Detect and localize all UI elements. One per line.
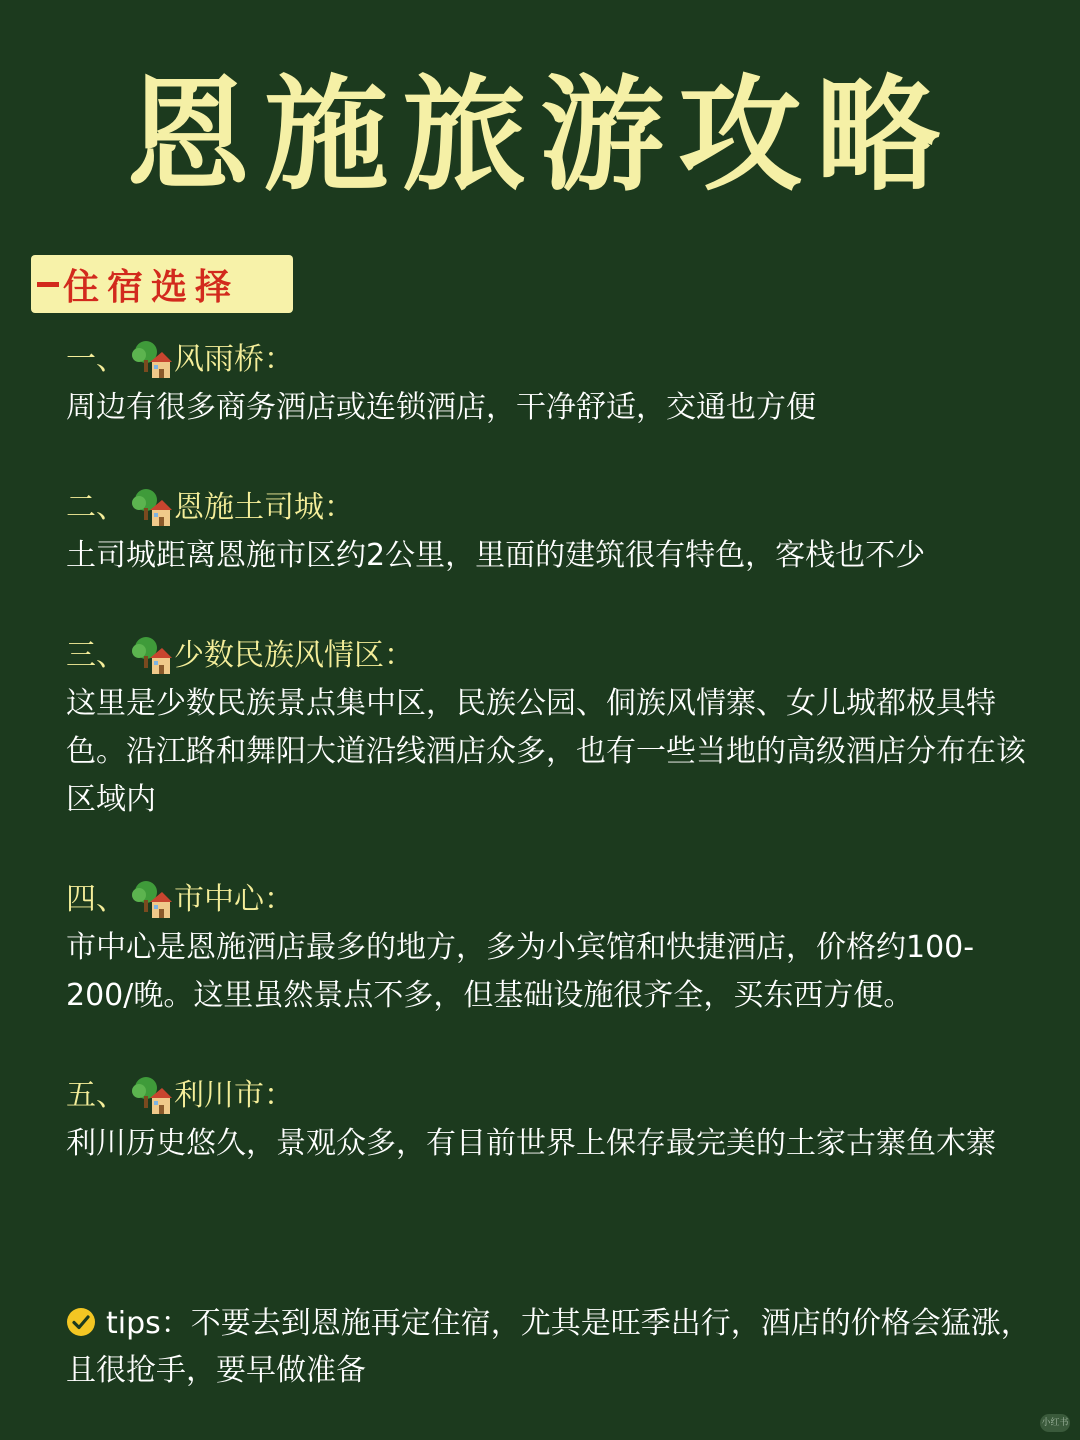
item-prefix: 三、 (66, 638, 126, 673)
list-item (66, 1072, 1036, 1168)
item-name: 风雨桥： (174, 342, 294, 377)
accommodation-list (66, 336, 1036, 1220)
check-icon (66, 1307, 96, 1337)
item-prefix: 四、 (66, 882, 126, 917)
item-heading (66, 1072, 1036, 1120)
item-heading (66, 336, 1036, 384)
list-item (66, 876, 1036, 1020)
item-prefix: 二、 (66, 490, 126, 525)
watermark-logo: 小红书 (1040, 1414, 1070, 1432)
item-prefix: 一、 (66, 342, 126, 377)
tree-house-icon (128, 338, 172, 382)
item-heading (66, 484, 1036, 532)
tips-text: tips：不要去到恩施再定住宿，尤其是旺季出行，酒店的价格会猛涨，且很抢手，要早做准备 (66, 1306, 1031, 1388)
item-name: 利川市： (174, 1078, 294, 1113)
section-tag (31, 255, 293, 313)
section-label: 住宿选择 (63, 266, 240, 308)
item-body: 利川历史悠久，景观众多，有目前世界上保存最完美的土家古寨鱼木寨 (66, 1126, 996, 1161)
list-item (66, 336, 1036, 432)
item-name: 恩施土司城： (174, 490, 354, 525)
item-name: 市中心： (174, 882, 294, 917)
tree-house-icon (128, 1074, 172, 1118)
item-body: 市中心是恩施酒店最多的地方，多为小宾馆和快捷酒店，价格约100-200/晚。这里虽然景点不多，但基础设施很齐全，买东西方便。 (66, 930, 975, 1013)
item-body: 这里是少数民族景点集中区，民族公园、侗族风情寨、女儿城都极具特色。沿江路和舞阳大道沿线酒店众多，也有一些当地的高级酒店分布在该区域内 (66, 686, 1026, 817)
item-heading (66, 876, 1036, 924)
tree-house-icon (128, 878, 172, 922)
item-body: 土司城距离恩施市区约2公里，里面的建筑很有特色，客栈也不少 (66, 538, 926, 573)
tree-house-icon (128, 486, 172, 530)
section-dash (37, 282, 59, 287)
item-heading (66, 632, 1036, 680)
item-prefix: 五、 (66, 1078, 126, 1113)
page-title: 恩施旅游攻略 (125, 64, 954, 208)
item-body: 周边有很多商务酒店或连锁酒店，干净舒适，交通也方便 (66, 390, 816, 425)
item-name: 少数民族风情区： (174, 638, 414, 673)
list-item (66, 632, 1036, 824)
list-item (66, 484, 1036, 580)
tree-house-icon (128, 634, 172, 678)
tips-note (66, 1300, 1036, 1394)
